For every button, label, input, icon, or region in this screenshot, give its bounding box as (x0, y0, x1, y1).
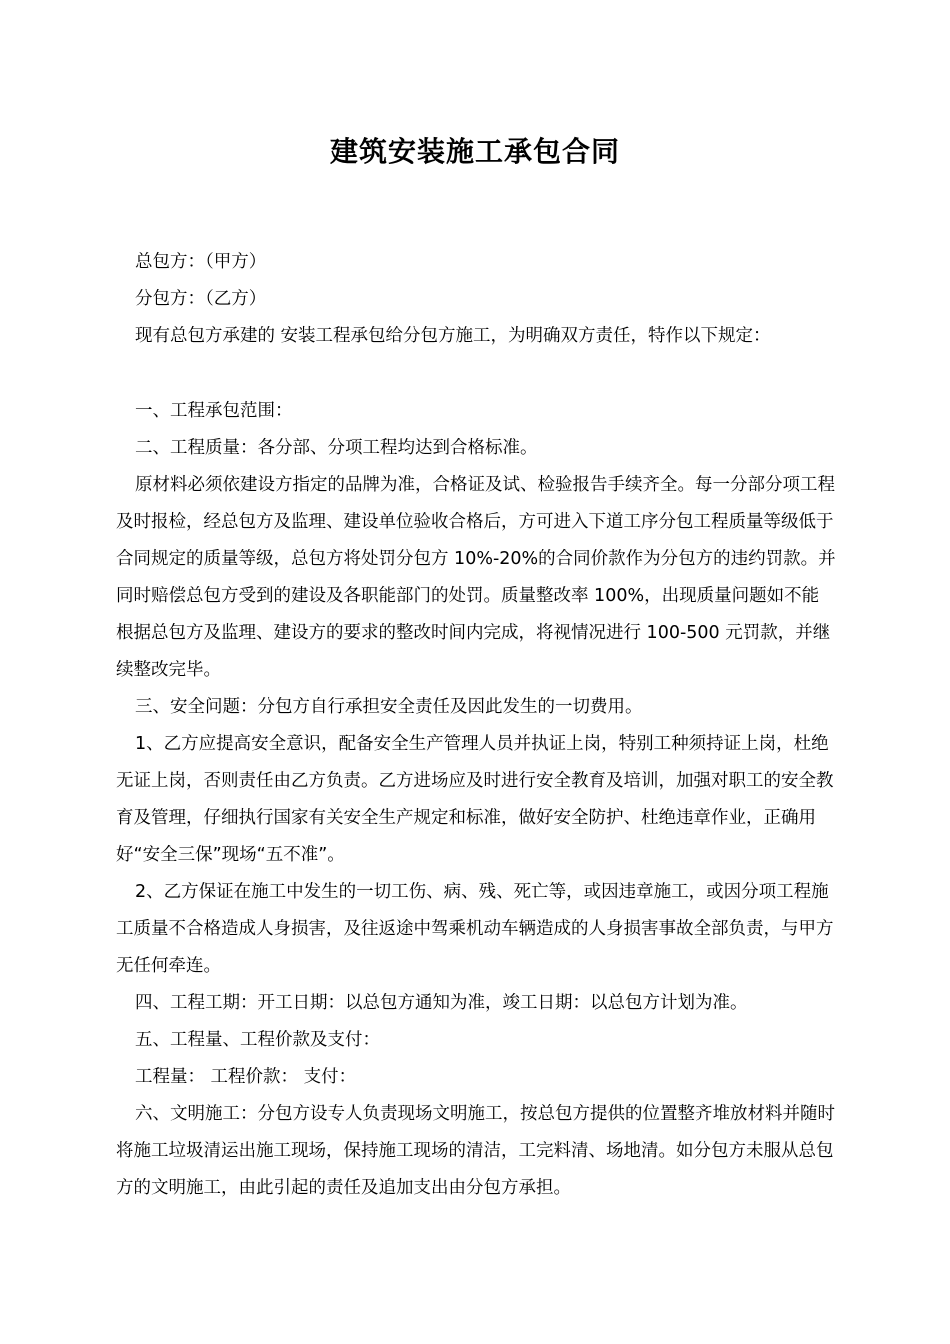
section-civilized-construction: 六、文明施工：分包方设专人负责现场文明施工，按总包方提供的位置整齐堆放材料并随时将施工垃圾清运出施工现场，保持施工现场的清洁，工完料清、场地清。如分包方未服从总包方的文明施工，由此引起的责任及追加支出由分包方承担。 (116, 1104, 835, 1198)
intro-paragraph: 现有总包方承建的 安装工程承包给分包方施工，为明确双方责任，特作以下规定： (135, 326, 771, 346)
general-contractor-line: 总包方：（甲方） (135, 252, 267, 272)
payment-fields-line: 工程量： 工程价款： 支付： (135, 1067, 357, 1087)
document-title: 建筑安装施工承包合同 (329, 135, 620, 168)
section-quality: 二、工程质量：各分部、分项工程均达到合格标准。 (135, 438, 538, 458)
subcontractor-line: 分包方：（乙方） (135, 289, 267, 309)
section-payment: 五、工程量、工程价款及支付： (135, 1030, 380, 1050)
contract-sections (116, 393, 836, 1207)
safety-clause-1: 1、乙方应提高安全意识，配备安全生产管理人员并执证上岗，特别工种须持证上岗，杜绝无证上岗，否则责任由乙方负责。乙方进场应及时进行安全教育及培训，加强对职工的安全教育及管理，仔细执行国家有关安全生产规定和标准，做好安全防护、杜绝违章作业，正确用好“安全三保”现场“五不准”。 (116, 734, 834, 865)
section-scope: 一、工程承包范围： (135, 401, 293, 421)
section-schedule: 四、工程工期：开工日期：以总包方通知为准，竣工日期：以总包方计划为准。 (135, 993, 748, 1013)
quality-details-paragraph: 原材料必须依建设方指定的品牌为准，合格证及试、检验报告手续齐全。每一分部分项工程及时报检，经总包方及监理、建设单位验收合格后，方可进入下道工序分包工程质量等级低于合同规定的质量等级，总包方将处罚分包方 10%-20%的合同价款作为分包方的违约罚款。并同时赔偿总包方受到的建设及各职能部门的处罚。质量整改率 100%，出现质量问题如不能根据总包方及监理、建设方的要求的整改时间内完成，将视情况进行 100-500 元罚款，并继续整改完毕。 (116, 475, 836, 680)
safety-clause-2: 2、乙方保证在施工中发生的一切工伤、病、残、死亡等，或因违章施工，或因分项工程施工质量不合格造成人身损害，及往返途中驾乘机动车辆造成的人身损害事故全部负责，与甲方无任何牵连。 (116, 882, 834, 976)
header-block (116, 244, 836, 355)
section-safety: 三、安全问题：分包方自行承担安全责任及因此发生的一切费用。 (135, 697, 643, 717)
